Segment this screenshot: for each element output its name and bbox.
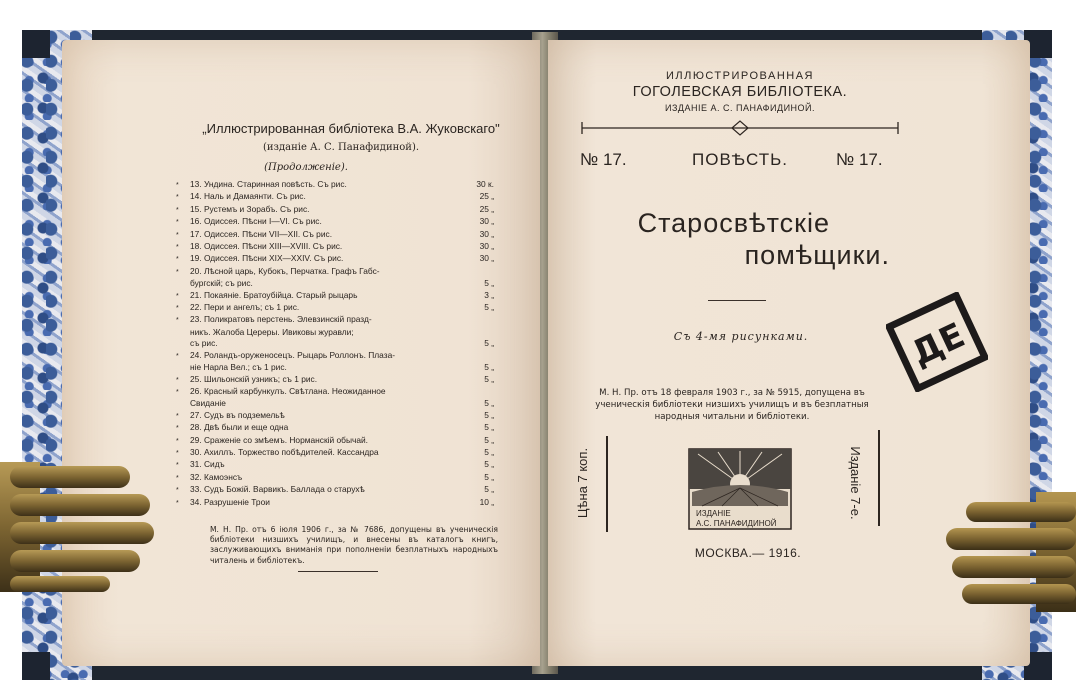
issue-number-right: № 17. — [836, 150, 883, 169]
city-year: МОСКВА.— 1916. — [694, 546, 802, 560]
right-approval-note: М. Н. Пр. отъ 18 февраля 1903 г., за № 5915, допущена въ ученическія библіотеки низшихъ училищъ и въ безплатныя народныя читальни и библіотеки. — [595, 388, 869, 422]
toc-entry — [176, 459, 494, 471]
toc-price: 3 „ — [484, 289, 494, 300]
logo-text-1: ИЗДАНІЕ — [696, 509, 731, 518]
toc-entry — [176, 266, 494, 278]
toc-asterisk: * — [176, 305, 179, 313]
toc-entry — [176, 398, 494, 409]
toc-asterisk: * — [176, 499, 179, 507]
toc-asterisk: * — [176, 219, 179, 227]
left-approval-note: М. Н. Пр. отъ 6 іюля 1906 г., за № 7686, допущены въ ученическія библіотеки низшихъ училищъ, и внесены въ каталогъ книгъ, заслуживающихъ вниманія при пополненіи безплатныхъ народныхъ читалень и библіотекъ. — [210, 525, 498, 565]
toc-asterisk: * — [176, 244, 179, 252]
toc-title: никъ. Жалоба Цереры. Ивиковы журавли; — [190, 326, 354, 337]
toc-title: 25. Шильонскій узникъ; съ 1 рис. — [190, 373, 318, 384]
toc-title: 13. Ундина. Старинная повѣсть. Съ рис. — [190, 179, 347, 189]
toc-entry — [176, 290, 494, 302]
toc-price: 5 „ — [484, 434, 494, 445]
toc-title: 24. Роландъ-оруженосецъ. Рыцарь Роллонъ. Плаза- — [190, 349, 396, 360]
toc-asterisk: * — [176, 231, 179, 239]
issue-number-left: № 17. — [580, 150, 627, 169]
toc-title: 26. Красный карбункулъ. Свѣтлана. Неожиданное — [190, 385, 386, 396]
book-title-line-2: помѣщики. — [744, 240, 890, 270]
toc-price: 5 „ — [484, 484, 494, 495]
toc-entry — [176, 314, 494, 326]
toc-price: 5 „ — [484, 398, 494, 409]
toc-entry — [176, 229, 494, 241]
toc-price: 25 „ — [479, 191, 494, 202]
toc-asterisk: * — [176, 194, 179, 202]
toc-title: 28. Двѣ были и еще одна — [190, 422, 289, 433]
toc-entry — [176, 241, 494, 253]
toc-price: 5 „ — [484, 459, 494, 470]
toc-price: 30 к. — [476, 179, 494, 189]
title-divider — [708, 300, 766, 301]
toc-title: 21. Покаяніе. Братоубійца. Старый рыцарь — [190, 289, 358, 300]
toc-price: 5 „ — [484, 362, 494, 373]
toc-entry — [176, 422, 494, 434]
toc-price: 5 „ — [484, 338, 494, 349]
toc-asterisk: * — [176, 376, 179, 384]
table-of-contents — [176, 179, 494, 509]
toc-asterisk: * — [176, 256, 179, 264]
header-line-1: ИЛЛЮСТРИРОВАННАЯ — [665, 70, 814, 82]
toc-entry — [176, 327, 494, 338]
toc-title: 22. Пери и ангелъ; съ 1 рис. — [190, 302, 300, 313]
toc-title: ніе Нарла Вел.; съ 1 рис. — [190, 362, 287, 373]
toc-asterisk: * — [176, 352, 179, 360]
toc-title: 16. Одиссея. Пѣсни I—VI. Съ рис. — [190, 216, 322, 227]
toc-title: 30. Ахиллъ. Торжество побѣдителей. Кассандра — [190, 446, 379, 457]
toc-entry — [176, 447, 494, 459]
toc-asterisk: * — [176, 412, 179, 420]
brass-hand-left — [0, 442, 156, 594]
toc-entry — [176, 386, 494, 398]
toc-entry — [176, 204, 494, 216]
toc-asterisk: * — [176, 449, 179, 457]
toc-entry — [176, 362, 494, 373]
publisher-line: (изданiе А. С. Панафидиной). — [262, 142, 420, 153]
toc-price: 5 „ — [484, 302, 494, 313]
toc-asterisk: * — [176, 292, 179, 300]
publisher-logo — [688, 448, 792, 530]
toc-entry — [176, 472, 494, 484]
toc-asterisk: * — [176, 268, 179, 276]
toc-entry — [176, 179, 494, 191]
toc-entry — [176, 484, 494, 496]
series-title: „Иллюстрированная библiотека В.А. Жуковскаго" — [202, 121, 500, 136]
toc-asterisk: * — [176, 182, 179, 189]
toc-title: 31. Сидъ — [190, 459, 225, 470]
toc-title: 34. Разрушеніе Трои — [190, 496, 270, 507]
genre-label: ПОВѢСТЬ. — [692, 150, 788, 169]
continuation-label: (Продолженiе). — [264, 162, 348, 173]
toc-title: 27. Судъ въ подземельѣ — [190, 409, 285, 420]
toc-entry — [176, 216, 494, 228]
price-rule — [606, 436, 608, 532]
toc-price: 30 „ — [479, 253, 494, 264]
toc-asterisk: * — [176, 487, 179, 495]
toc-asterisk: * — [176, 317, 179, 325]
price-label: Цѣна 7 коп. — [575, 447, 590, 519]
toc-price: 25 „ — [479, 203, 494, 214]
logo-text-2: А.С. ПАНАФИДИНОЙ — [696, 519, 777, 528]
toc-entry — [176, 497, 494, 509]
toc-price: 30 „ — [479, 241, 494, 252]
toc-entry — [176, 278, 494, 289]
cover-corner — [22, 30, 50, 58]
toc-asterisk: * — [176, 474, 179, 482]
ornament-rule — [580, 118, 900, 138]
header-line-2: ГОГОЛЕВСКАЯ БИБЛІОТЕКА. — [632, 84, 848, 100]
header-line-3: ИЗДАНІЕ А. С. ПАНАФИДИНОЙ. — [664, 103, 816, 113]
toc-entry — [176, 253, 494, 265]
toc-asterisk: * — [176, 206, 179, 214]
toc-price: 5 „ — [484, 373, 494, 384]
edition-rule — [878, 430, 880, 526]
toc-title: 18. Одиссея. Пѣсни XIII—XVIII. Съ рис. — [190, 241, 343, 252]
toc-title: 20. Лѣсной царь, Кубокъ, Перчатка. Графъ Габс- — [190, 265, 380, 276]
divider-rule — [298, 571, 378, 572]
toc-entry — [176, 410, 494, 422]
edition-label: Изданіе 7-е. — [848, 446, 863, 520]
toc-price: 5 „ — [484, 409, 494, 420]
toc-price: 5 „ — [484, 422, 494, 433]
toc-asterisk: * — [176, 425, 179, 433]
toc-price: 5 „ — [484, 278, 494, 289]
toc-entry — [176, 435, 494, 447]
illustrations-note: Съ 4-мя рисунками. — [673, 330, 809, 343]
toc-title: 33. Судъ Божій. Варвикъ. Баллада о старухѣ — [190, 484, 365, 495]
toc-title: 19. Одиссея. Пѣсни XIX—XXIV. Съ рис. — [190, 253, 344, 264]
toc-entry — [176, 350, 494, 362]
toc-title: съ рис. — [190, 338, 218, 349]
toc-price: 30 „ — [479, 228, 494, 239]
toc-title: Свиданіе — [190, 398, 226, 409]
toc-title: бургскій; съ рис. — [190, 278, 253, 289]
toc-title: 14. Наль и Дамаянти. Съ рис. — [190, 191, 306, 202]
toc-title: 17. Одиссея. Пѣсни VII—XII. Съ рис. — [190, 228, 333, 239]
toc-title: 15. Рустемъ и Зорабъ. Съ рис. — [190, 203, 310, 214]
brass-hand-right — [946, 492, 1076, 612]
toc-title: 23. Поликратовъ перстень. Элевзинскій празд- — [190, 314, 372, 325]
library-stamp — [886, 292, 988, 392]
toc-price: 5 „ — [484, 471, 494, 482]
toc-asterisk: * — [176, 388, 179, 396]
toc-price: 30 „ — [479, 216, 494, 227]
toc-price: 5 „ — [484, 446, 494, 457]
toc-entry — [176, 338, 494, 349]
toc-entry — [176, 374, 494, 386]
toc-price: 10 „ — [479, 496, 494, 507]
toc-asterisk: * — [176, 462, 179, 470]
toc-asterisk: * — [176, 437, 179, 445]
toc-title: 29. Сраженіе со змѣемъ. Норманскій обычай. — [190, 434, 368, 445]
toc-entry — [176, 302, 494, 314]
book-title-line-1: Старосвѣтскіе — [637, 208, 830, 238]
toc-title: 32. Камоэнсъ — [190, 471, 243, 482]
cover-corner — [22, 652, 50, 680]
stamp-text: ДЕ — [905, 315, 971, 375]
toc-entry — [176, 191, 494, 203]
